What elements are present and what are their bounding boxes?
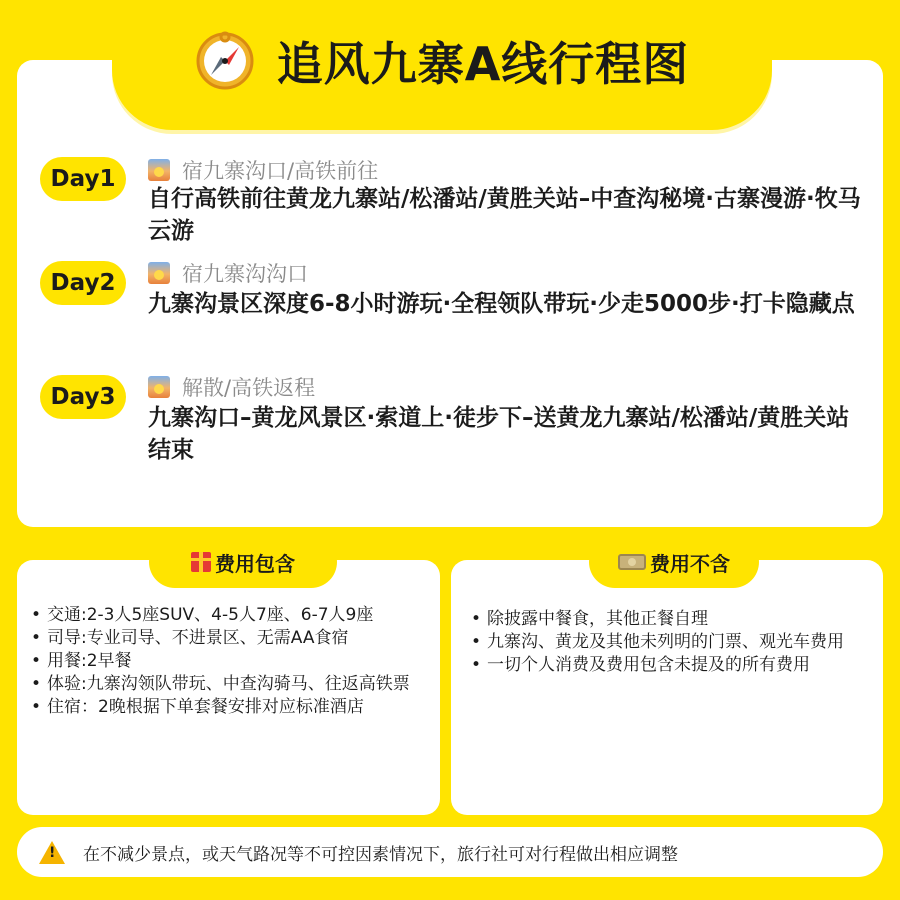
- list-item: • 九寨沟、黄龙及其他未列明的门票、观光车费用: [469, 631, 869, 654]
- fee-excluded-title: [589, 536, 759, 588]
- gift-icon: [191, 552, 211, 572]
- fee-excluded-title-text: 费用不含: [650, 551, 730, 576]
- page-title: 追风九寨A线行程图: [276, 37, 690, 91]
- list-item: • 除披露中餐食，其他正餐自理: [469, 608, 869, 631]
- title-banner: [112, 0, 772, 130]
- day-1-description: 自行高铁前往黄龙九寨站/松潘站/黄胜关站–中查沟秘境·古寨漫游·牧马云游: [148, 186, 861, 244]
- money-icon: [618, 554, 646, 570]
- fee-included-list: [29, 604, 426, 719]
- list-item: • 一切个人消费及费用包含未提及的所有费用: [469, 654, 869, 677]
- notice-bar: [17, 827, 883, 877]
- day-3-subtitle: [148, 372, 315, 402]
- day-3-description: 九寨沟口–黄龙风景区·索道上·徒步下–送黄龙九寨站/松潘站/黄胜关站结束: [148, 405, 850, 463]
- notice-text: 在不减少景点，或天气路况等不可控因素情况下，旅行社可对行程做出相应调整: [83, 844, 678, 865]
- fee-excluded-list: [469, 608, 869, 677]
- sunrise-icon: [148, 159, 170, 181]
- fee-excluded-box: [451, 551, 883, 815]
- warning-icon: !: [39, 841, 65, 864]
- sunrise-icon: [148, 376, 170, 398]
- list-item: • 用餐:2早餐: [29, 650, 426, 673]
- day-1-subtitle-text: 宿九寨沟口/高铁前往: [182, 159, 379, 183]
- day-2-subtitle-text: 宿九寨沟沟口: [182, 262, 308, 286]
- day-2-description: 九寨沟景区深度6-8小时游玩·全程领队带玩·少走5000步·打卡隐藏点: [148, 291, 855, 317]
- fee-included-title: [149, 536, 337, 588]
- compass-icon: [195, 31, 255, 91]
- day-3-badge: Day3: [40, 375, 126, 419]
- day-2-subtitle: [148, 258, 308, 288]
- fee-included-box: [17, 551, 440, 815]
- fee-included-title-text: 费用包含: [215, 551, 295, 576]
- sunrise-icon: [148, 262, 170, 284]
- list-item: • 司导:专业司导、不进景区、无需AA食宿: [29, 627, 426, 650]
- list-item: • 住宿：2晚根据下单套餐安排对应标准酒店: [29, 696, 426, 719]
- list-item: • 体验:九寨沟领队带玩、中查沟骑马、往返高铁票: [29, 673, 426, 696]
- list-item: • 交通:2-3人5座SUV、4-5人7座、6-7人9座: [29, 604, 426, 627]
- day-3-subtitle-text: 解散/高铁返程: [182, 376, 316, 400]
- day-1-subtitle: [148, 155, 378, 185]
- day-1-badge: Day1: [40, 157, 126, 201]
- day-2-badge: Day2: [40, 261, 126, 305]
